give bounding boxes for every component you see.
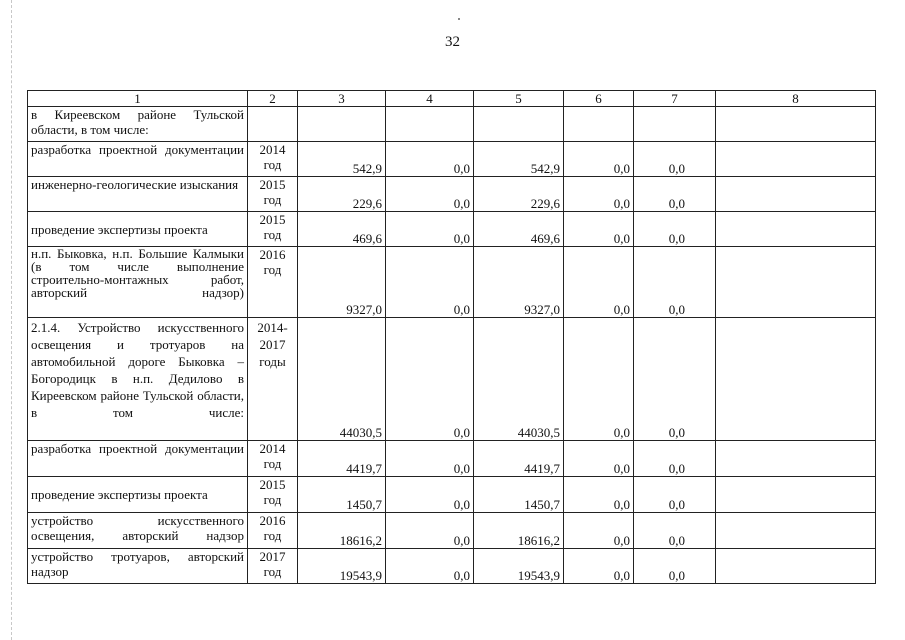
year-cell: 2014-2017 годы [248,318,298,441]
value-cell: 0,0 [564,513,634,549]
value-cell: 0,0 [634,549,716,584]
value-cell: 0,0 [386,318,474,441]
table-row [28,107,876,142]
value-cell: 0,0 [386,441,474,477]
year-cell: 2014 год [248,441,298,477]
table-row [28,441,876,477]
column-number: 7 [634,91,716,107]
value-cell: 469,6 [474,212,564,247]
value-cell: 0,0 [634,318,716,441]
value-cell: 0,0 [634,477,716,513]
year-cell [248,107,298,142]
value-cell: 18616,2 [298,513,386,549]
budget-table [27,90,876,584]
value-cell: 0,0 [634,513,716,549]
value-cell: 229,6 [474,177,564,212]
table-row [28,212,876,247]
column-number: 1 [28,91,248,107]
row-label: проведение экспертизы проекта [28,477,248,513]
year-cell: 2016 год [248,513,298,549]
value-cell: 0,0 [386,212,474,247]
year-cell: 2016 год [248,247,298,318]
table-row [28,549,876,584]
table-row [28,142,876,177]
value-cell: 0,0 [386,513,474,549]
table-row [28,318,876,441]
column-number: 3 [298,91,386,107]
table-row [28,247,876,318]
value-cell: 229,6 [298,177,386,212]
value-cell: 9327,0 [474,247,564,318]
column-number-row [28,91,876,107]
column-number: 8 [716,91,876,107]
note-cell [716,549,876,584]
year-cell: 2014 год [248,142,298,177]
value-cell [386,107,474,142]
note-cell [716,212,876,247]
value-cell: 0,0 [564,477,634,513]
year-cell: 2017 год [248,549,298,584]
value-cell: 469,6 [298,212,386,247]
row-label: н.п. Быковка, н.п. Большие Калмыки (в том числе выполнение строительно-монтажных работ, авторский надзор) [28,247,248,318]
value-cell: 0,0 [564,441,634,477]
note-cell [716,513,876,549]
note-cell [716,477,876,513]
value-cell: 9327,0 [298,247,386,318]
year-cell: 2015 год [248,477,298,513]
row-label: разработка проектной документации [28,142,248,177]
row-label: инженерно-геологические изыскания [28,177,248,212]
note-cell [716,318,876,441]
value-cell: 0,0 [386,142,474,177]
row-label: проведение экспертизы проекта [28,212,248,247]
value-cell: 18616,2 [474,513,564,549]
value-cell: 0,0 [634,441,716,477]
note-cell [716,142,876,177]
value-cell: 0,0 [564,549,634,584]
column-number: 4 [386,91,474,107]
value-cell: 44030,5 [298,318,386,441]
year-cell: 2015 год [248,177,298,212]
value-cell: 19543,9 [474,549,564,584]
value-cell: 542,9 [474,142,564,177]
value-cell: 1450,7 [474,477,564,513]
value-cell: 4419,7 [298,441,386,477]
value-cell: 19543,9 [298,549,386,584]
scan-margin-line [11,0,12,640]
value-cell: 0,0 [386,477,474,513]
table-row [28,513,876,549]
row-label: устройство тротуаров, авторский надзор [28,549,248,584]
column-number: 2 [248,91,298,107]
value-cell: 0,0 [634,212,716,247]
column-number: 6 [564,91,634,107]
row-label: в Киреевском районе Тульской области, в том числе: [28,107,248,142]
value-cell [634,107,716,142]
year-cell: 2015 год [248,212,298,247]
note-cell [716,177,876,212]
note-cell [716,247,876,318]
value-cell [474,107,564,142]
value-cell: 0,0 [564,247,634,318]
value-cell: 0,0 [634,177,716,212]
value-cell: 0,0 [564,212,634,247]
value-cell: 0,0 [564,177,634,212]
table-row [28,477,876,513]
value-cell [564,107,634,142]
column-number: 5 [474,91,564,107]
row-label: 2.1.4. Устройство искусственного освещения и тротуаров на автомобильной дороге Быковка – Богородицк в н.п. Дедилово в Киреевском районе Тульской области, в том числе: [28,318,248,441]
value-cell [298,107,386,142]
value-cell: 0,0 [386,177,474,212]
note-cell [716,107,876,142]
value-cell: 0,0 [386,247,474,318]
note-cell [716,441,876,477]
value-cell: 0,0 [634,142,716,177]
table-row [28,177,876,212]
value-cell: 44030,5 [474,318,564,441]
value-cell: 0,0 [386,549,474,584]
row-label: устройство искусственного освещения, авторский надзор [28,513,248,549]
value-cell: 1450,7 [298,477,386,513]
scan-speck [458,18,460,20]
value-cell: 0,0 [564,142,634,177]
row-label: разработка проектной документации [28,441,248,477]
value-cell: 0,0 [564,318,634,441]
value-cell: 4419,7 [474,441,564,477]
page-number: 32 [445,34,460,50]
value-cell: 542,9 [298,142,386,177]
value-cell: 0,0 [634,247,716,318]
